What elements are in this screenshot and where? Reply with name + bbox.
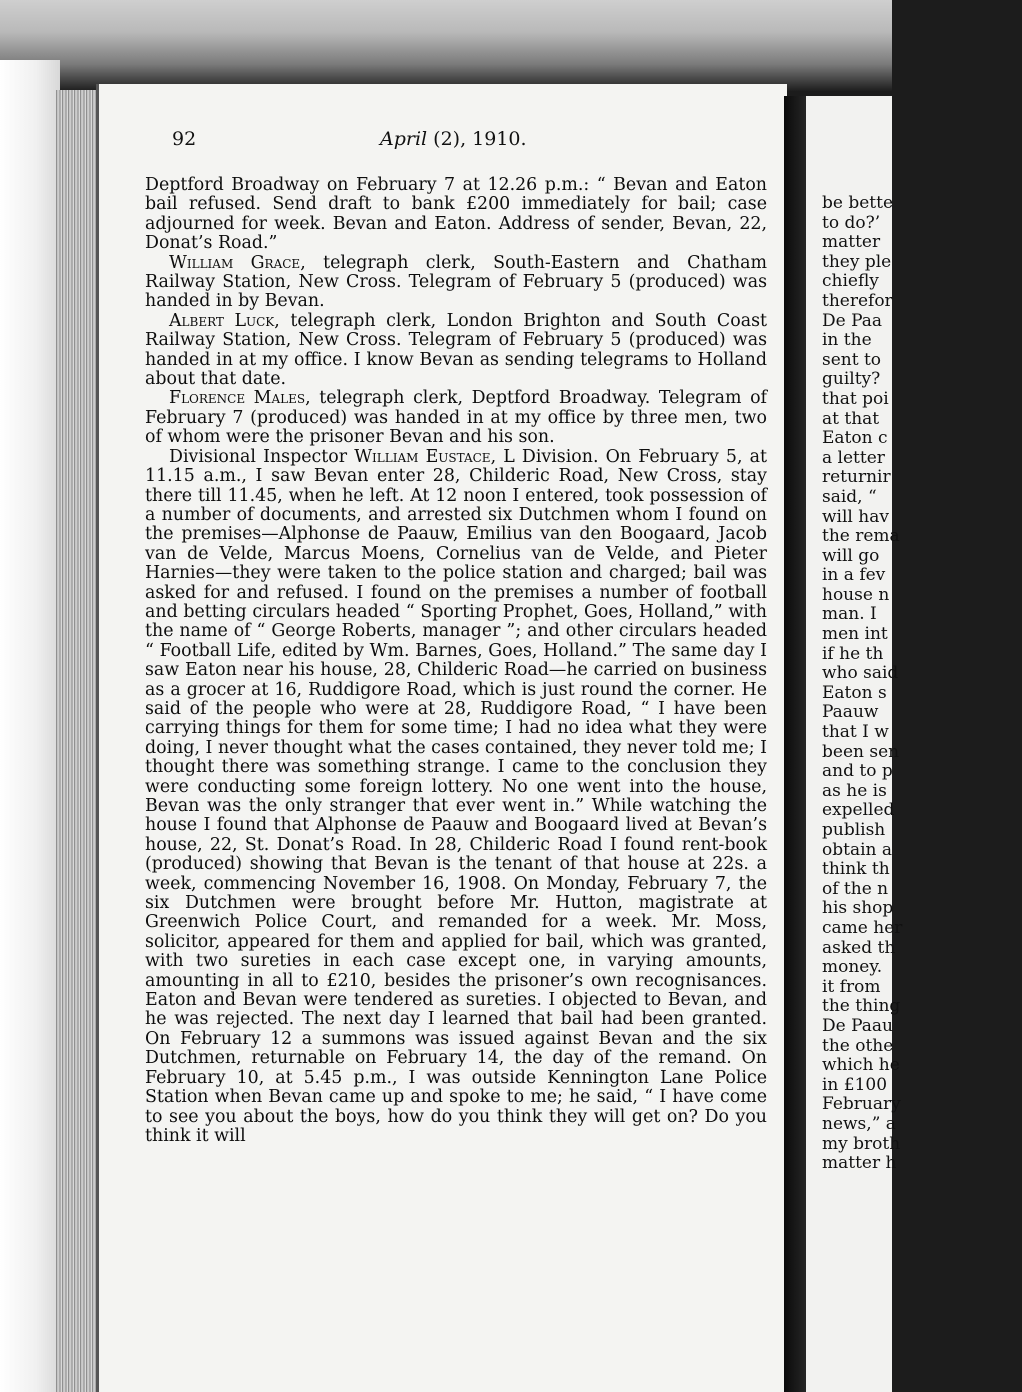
right-page-line: news,” a — [822, 1113, 896, 1134]
right-page-line: Eaton c — [822, 428, 888, 449]
right-page-line: and to p — [822, 761, 893, 782]
right-page-line: sent to — [822, 349, 882, 370]
right-page-fragment — [806, 96, 903, 1392]
right-page-line: in the — [822, 330, 872, 351]
right-page-line: matter h — [822, 1153, 897, 1174]
right-page-line: if he th — [822, 643, 884, 664]
right-page-lines — [822, 194, 1022, 1174]
paragraph — [145, 389, 767, 447]
paragraph-text: , telegraph clerk, London Brighton and South Coast Railway Station, New Cross. Telegram of February 5 (produced) was handed in at my office. I know Bevan as sending telegrams to Holland about that date. — [145, 310, 767, 390]
right-page-line: the rema — [822, 526, 900, 547]
right-page-line: the othe — [822, 1035, 894, 1056]
right-page-line: as he is — [822, 780, 887, 801]
page-header — [172, 128, 772, 158]
right-page-line: it from — [822, 976, 881, 997]
witness-name: William Eustace — [354, 446, 491, 467]
right-page-line: men int — [822, 624, 888, 645]
paragraph — [145, 312, 767, 390]
right-page-line: that poi — [822, 388, 889, 409]
right-page-line: obtain a — [822, 839, 893, 860]
right-page-line: been sen — [822, 741, 900, 762]
right-page-line: my broth — [822, 1133, 901, 1154]
page-number: 92 — [172, 128, 197, 150]
right-page-line: February — [822, 1094, 901, 1115]
right-page-line: to do?’ — [822, 212, 881, 233]
paragraph — [145, 176, 767, 254]
paragraph-text: , telegraph clerk, South-Eastern and Chatham Railway Station, New Cross. Telegram of February 5 (produced) was handed in by Bevan. — [145, 252, 767, 312]
right-page-line: think th — [822, 859, 890, 880]
witness-title: Divisional Inspector — [169, 446, 355, 467]
page-date — [380, 128, 527, 150]
right-page-line: will hav — [822, 506, 889, 527]
right-page-line: the thing — [822, 996, 901, 1017]
page-date-month: April — [380, 128, 428, 150]
witness-name: William Grace — [169, 252, 301, 273]
right-page-line: therefor — [822, 290, 893, 311]
right-page-line: will go — [822, 545, 880, 566]
right-page-line: matter — [822, 232, 881, 253]
right-page-line: in a fev — [822, 565, 886, 586]
right-page-line: publish — [822, 820, 886, 840]
right-page-line: came her — [822, 917, 903, 938]
witness-name: Albert Luck — [169, 310, 275, 331]
witness-name: Florence Males — [169, 388, 306, 409]
right-page-line: De Paa — [822, 310, 883, 331]
right-page-line: returnir — [822, 467, 891, 488]
paragraph-text: , L Division. On February 5, at 11.15 a.m., I saw Bevan enter 28, Childeric Road, New Cross, stay there till 11.45, when he left. At 12 noon I entered, took possession of a number of documents, and arrested six Dutchmen whom I found on the premises—Alphonse de Paauw, Emilius van den Boogaard, Jacob van de Velde, Marcus Moens, Cornelius van de Velde, and Pieter Harnies—they were taken to the police station and charged; bail was asked for and refused. I found on the premises a number of football and betting circulars headed “ Sporting Prophet, Goes, Holland,” with the name of “ George Roberts, manager ”; and other circulars headed “ Football Life, edited by Wm. Barnes, Goes, Holland.” The same day I saw Eaton near his house, 28, Childeric Road—he carried on business as a grocer at 16, Ruddigore Road, which is just round the corner. He said of the people who were at 28, Ruddigore Road, “ I have been carrying things for them for some time; I had no idea what they were doing, I never thought what the cases contained, they never told me; I thought there was something strange. I came to the conclusion they were conducting some foreign lottery. No one went into the house, Bevan was the only stranger that ever went in.” While watching the house I found that Alphonse de Paauw and Boogaard lived at Bevan’s house, 22, St. Donat’s Road. In 28, Childeric Road I found rent-book (produced) showing that Bevan is the tenant of that house at 22s. a week, commencing November 16, 1908. On Monday, February 7, the six Dutchmen were brought before Mr. Hutton, magistrate at Greenwich Police Court, and remanded for a week. Mr. Moss, solicitor, appeared for them and applied for bail, which was granted, with two sureties in each case except one, in varying amounts, amounting in all to £210, besides the prisoner’s own recognisances. Eaton and Bevan were tendered as sureties. I objected to Bevan, and he was rejected. The next day I learned that bail had been granted. On February 12 a summons was issued against Bevan and the six Dutchmen, returnable on February 14, the day of the remand. On February 10, at 5.45 p.m., I was outside Kennington Lane Police Station when Bevan came up and spoke to me; he said, “ I have come to see you about the boys, how do you think they will get on? Do you think it will — [145, 446, 767, 1146]
paragraph-text: Deptford Broadway on February 7 at 12.26 p.m.: “ Bevan and Eaton bail refused. Send draft to bank £200 immediately for bail; case adjourned for week. Bevan and Eaton. Address of sender, Bevan, 22, Donat’s Road.” — [145, 175, 767, 254]
right-page-line: in £100 — [822, 1074, 888, 1095]
right-page-line: De Paau — [822, 1015, 893, 1036]
paragraph — [145, 448, 767, 1147]
scan-left-margin — [0, 60, 60, 1392]
right-page-line: house n — [822, 584, 890, 605]
right-page-line: that I w — [822, 722, 889, 743]
right-page-line: his shop — [822, 898, 894, 919]
right-page-line: they ple — [822, 251, 892, 272]
right-page-line: asked th — [822, 937, 896, 958]
right-page-line: said, “ — [822, 486, 877, 507]
body-text — [145, 176, 767, 1146]
right-page-line: money. — [822, 957, 883, 978]
paragraph-text: , telegraph clerk, Deptford Broadway. Telegram of February 7 (produced) was handed in at my office by three men, two of whom were the prisoner Bevan and his son. — [145, 388, 767, 448]
right-page-line: who said — [822, 663, 899, 684]
right-page-line: chiefly — [822, 271, 879, 292]
paragraph — [145, 254, 767, 312]
right-page-line: expelled — [822, 800, 895, 821]
right-page-line: be bette — [822, 193, 894, 213]
right-page-line: at that — [822, 408, 880, 429]
right-page-line: which he — [822, 1055, 900, 1076]
right-page-line: of the n — [822, 878, 889, 899]
right-page-line: a letter — [822, 447, 885, 468]
right-page-line: Paauw — [822, 702, 879, 723]
right-page-line: Eaton s — [822, 682, 887, 703]
page-date-rest: (2), 1910. — [427, 128, 527, 150]
right-page-line: guilty? — [822, 369, 881, 390]
scan-top-border — [0, 0, 892, 92]
right-page-line: man. I — [822, 604, 877, 625]
